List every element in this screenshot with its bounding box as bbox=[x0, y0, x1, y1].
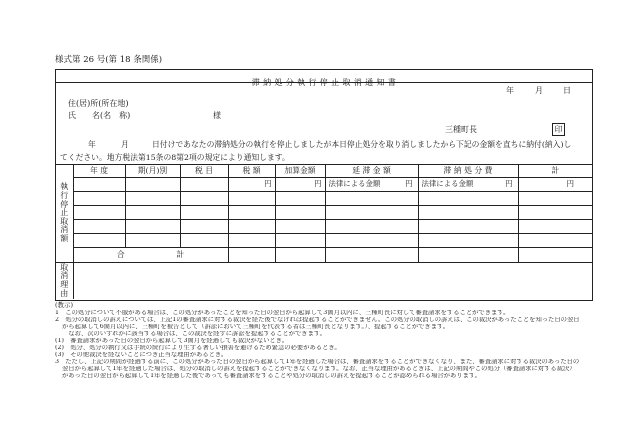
form-number: 様式第 26 号(第 18 条関係) bbox=[55, 55, 163, 65]
table-cell bbox=[73, 192, 125, 206]
late-fee-note: 法律による金額 bbox=[328, 179, 381, 188]
table-cell bbox=[275, 192, 325, 206]
issuer-name: 三種町長 bbox=[445, 125, 477, 134]
instructions-heading: (教示) bbox=[55, 301, 74, 309]
table-row bbox=[56, 234, 592, 248]
table-cell bbox=[518, 234, 592, 248]
total-label-cell bbox=[73, 248, 228, 263]
table-cell bbox=[518, 248, 592, 263]
table-cell bbox=[518, 206, 592, 220]
table-header-row bbox=[56, 165, 592, 178]
table-cell bbox=[180, 220, 228, 234]
cancel-reason-row bbox=[56, 263, 592, 300]
table-cell bbox=[228, 234, 275, 248]
additional-amount-unit: 円 bbox=[314, 179, 322, 188]
col-tax-amount: 税 額 bbox=[228, 165, 275, 178]
col-tax-item: 税 目 bbox=[180, 165, 228, 178]
table-cell bbox=[325, 206, 418, 220]
table-cell bbox=[180, 192, 228, 206]
table-cell bbox=[418, 248, 518, 263]
body-text-line-1: 日付けであなたの滞納処分の執行を停止しましたが本日停止処分を取り消しましたから下記の金額を直ちに納付(納入)し bbox=[152, 140, 572, 149]
instruction-line: 1 この処分について不服がある場合は、この処分があったことを知った日の翌日から起算して3箇月以内に、三種町長に対して審査請求をすることができます。 bbox=[55, 310, 510, 316]
table-cell bbox=[418, 234, 518, 248]
title-bar bbox=[56, 70, 592, 87]
table-cell bbox=[518, 192, 592, 206]
disposal-fee-cell-content bbox=[419, 178, 518, 187]
col-disposal-fee: 滞 納 処 分 費 bbox=[418, 165, 518, 178]
table-cell bbox=[228, 192, 275, 206]
table-cell bbox=[518, 220, 592, 234]
instruction-line: 翌日から起算して1年を経過した場合は、処分の取消しの訴えを提起することができなくなります。なお、正当な理由があるときは、上記の期間やこの処分（審査請求に対する裁決） bbox=[62, 366, 576, 372]
amount-table-wrapper bbox=[56, 164, 592, 299]
table-cell bbox=[325, 234, 418, 248]
table-cell bbox=[325, 220, 418, 234]
seal-mark: 印 bbox=[552, 123, 565, 136]
amount-table bbox=[56, 165, 592, 299]
body-year-label: 年 bbox=[88, 140, 96, 149]
late-fee-unit: 円 bbox=[405, 179, 413, 188]
table-row bbox=[56, 178, 592, 192]
table-cell bbox=[275, 248, 325, 263]
table-cell bbox=[275, 206, 325, 220]
instruction-line: なお、次のいずれかに該当する場合は、この裁決を経ずに訴訟を提起することができます。 bbox=[62, 331, 326, 337]
disposal-fee-note: 法律による金額 bbox=[421, 179, 474, 188]
instruction-line: (1) 審査請求があった日の翌日から起算して3箇月を経過しても裁決がないとき。 bbox=[55, 338, 289, 344]
table-row bbox=[56, 206, 592, 220]
total-label: 合 計 bbox=[116, 250, 197, 260]
table-row bbox=[56, 192, 592, 206]
table-cell bbox=[125, 178, 180, 192]
cancel-amount-label-cell bbox=[56, 165, 73, 263]
instruction-line: 2 処分の取消しの訴えについては、上記1の審査請求に対する裁決を経た後でなければ提起することができません。この処分の取消しの訴えは、この裁決があったことを知った日の翌日 bbox=[55, 317, 580, 323]
date-month-label: 月 bbox=[535, 86, 543, 95]
body-text-line-2: てください。地方税法第15条の8第2項の規定により通知します。 bbox=[60, 153, 290, 162]
body-month-label: 月 bbox=[121, 140, 129, 149]
table-cell bbox=[418, 178, 518, 192]
table-cell bbox=[180, 178, 228, 192]
table-cell bbox=[418, 206, 518, 220]
cancel-reason-label-cell bbox=[56, 263, 73, 300]
table-cell bbox=[275, 220, 325, 234]
col-late-fee: 延 滞 金 額 bbox=[325, 165, 418, 178]
instruction-line: から起算して6箇月以内に、三種町を被告として（訴訟において三種町を代表する者は三種町長となります。）、提起することができます。 bbox=[62, 324, 450, 330]
notice-frame bbox=[55, 69, 593, 301]
instruction-line: があった日の翌日から起算して1年を経過した後であっても審査請求をすることや処分の取消しの訴えを提起することが認められる場合があります。 bbox=[62, 373, 481, 379]
cancel-reason-field bbox=[73, 263, 592, 300]
late-fee-cell-content bbox=[326, 178, 418, 187]
name-label: 氏 名(名 称) bbox=[68, 111, 131, 120]
address-label: 住(居)所(所在地) bbox=[68, 99, 129, 108]
col-period: 期(月)別 bbox=[125, 165, 180, 178]
table-cell bbox=[228, 248, 275, 263]
table-cell bbox=[180, 234, 228, 248]
table-cell bbox=[325, 248, 418, 263]
instruction-line: 3 ただし、上記の期間が経過する前に、この処分があった日の翌日から起算して1年を経過した場合は、審査請求をすることができなくなり、また、審査請求に対する裁決のあった日の bbox=[55, 359, 580, 365]
instruction-line: (2) 処分、処分の執行又は手続の続行により生ずる著しい損害を避けるため緊急の必要があるとき。 bbox=[55, 345, 341, 351]
table-cell bbox=[125, 206, 180, 220]
table-cell bbox=[518, 178, 592, 192]
honorific: 様 bbox=[213, 111, 221, 120]
cancel-reason-label: 取消理由 bbox=[60, 262, 69, 298]
cancel-amount-label: 執行停止取消額 bbox=[60, 182, 69, 243]
table-cell bbox=[325, 178, 418, 192]
table-cell bbox=[180, 206, 228, 220]
table-cell bbox=[125, 192, 180, 206]
table-cell bbox=[228, 220, 275, 234]
tax-amount-unit: 円 bbox=[264, 179, 272, 188]
date-year-label: 年 bbox=[506, 86, 514, 95]
col-total: 計 bbox=[518, 165, 592, 178]
total-row bbox=[56, 248, 592, 263]
table-cell bbox=[125, 234, 180, 248]
table-cell bbox=[73, 178, 125, 192]
instruction-line: (3) その他裁決を経ないことにつき正当な理由があるとき。 bbox=[55, 352, 228, 358]
table-cell bbox=[275, 178, 325, 192]
col-additional-amount: 加算金額 bbox=[275, 165, 325, 178]
date-day-label: 日 bbox=[563, 86, 571, 95]
table-cell bbox=[418, 220, 518, 234]
col-fiscal-year: 年 度 bbox=[73, 165, 125, 178]
table-cell bbox=[73, 206, 125, 220]
disposal-fee-unit: 円 bbox=[505, 179, 513, 188]
table-cell bbox=[228, 206, 275, 220]
table-cell bbox=[73, 234, 125, 248]
table-cell bbox=[275, 234, 325, 248]
table-cell bbox=[418, 192, 518, 206]
total-unit: 円 bbox=[566, 179, 574, 188]
table-cell bbox=[125, 220, 180, 234]
table-cell bbox=[73, 220, 125, 234]
table-row bbox=[56, 220, 592, 234]
document-title: 滞 納 処 分 執 行 停 止 取 消 通 知 書 bbox=[251, 78, 397, 87]
table-cell bbox=[228, 178, 275, 192]
table-cell bbox=[325, 192, 418, 206]
